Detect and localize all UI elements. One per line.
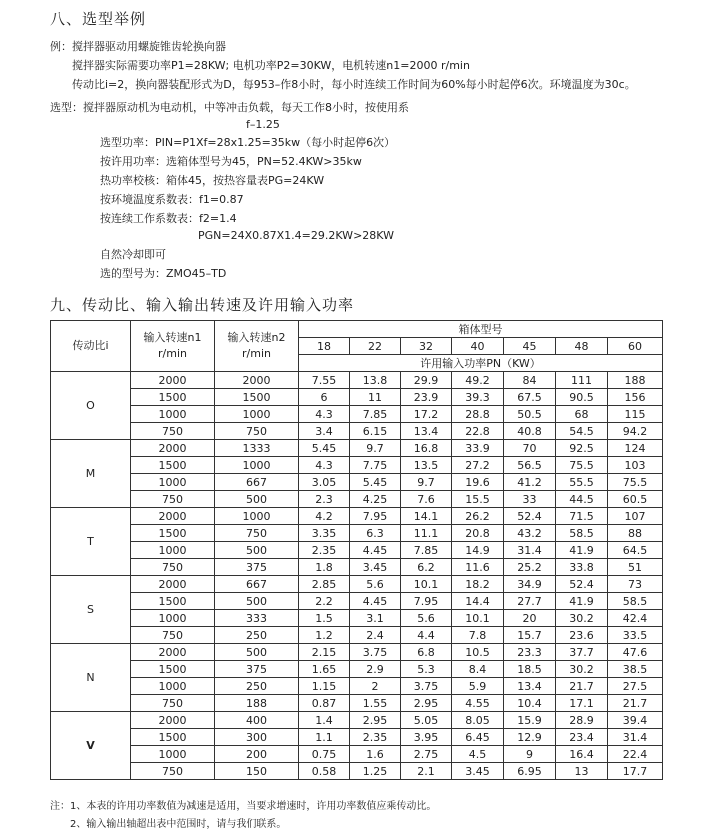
power-cell: 20.8 xyxy=(452,525,504,542)
power-cell: 33 xyxy=(504,491,556,508)
n1-cell: 750 xyxy=(131,763,215,780)
selection-power-line: 选型功率：PIN=P1Xf=28x1.25=35kw（每小时起停6次） xyxy=(100,136,396,149)
size-40: 40 xyxy=(452,338,504,355)
power-cell: 14.1 xyxy=(401,508,452,525)
power-cell: 54.5 xyxy=(556,423,608,440)
power-cell: 92.5 xyxy=(556,440,608,457)
n1-cell: 750 xyxy=(131,491,215,508)
power-cell: 71.5 xyxy=(556,508,608,525)
power-cell: 22.8 xyxy=(452,423,504,440)
table-row xyxy=(51,372,663,389)
power-cell: 3.1 xyxy=(350,610,401,627)
power-cell: 5.05 xyxy=(401,712,452,729)
power-cell: 70 xyxy=(504,440,556,457)
power-cell: 7.8 xyxy=(452,627,504,644)
ratio-cell: T xyxy=(51,508,131,576)
power-cell: 2.95 xyxy=(350,712,401,729)
n2-cell: 500 xyxy=(215,644,299,661)
power-cell: 39.4 xyxy=(608,712,663,729)
power-cell: 3.75 xyxy=(350,644,401,661)
power-cell: 2.75 xyxy=(401,746,452,763)
n1-cell: 2000 xyxy=(131,440,215,457)
n1-cell: 2000 xyxy=(131,644,215,661)
power-cell: 34.9 xyxy=(504,576,556,593)
power-cell: 23.9 xyxy=(401,389,452,406)
pgn-line: PGN=24X0.87X1.4=29.2KW>28KW xyxy=(198,229,394,242)
power-cell: 3.95 xyxy=(401,729,452,746)
power-cell: 5.3 xyxy=(401,661,452,678)
power-cell: 7.55 xyxy=(299,372,350,389)
size-22: 22 xyxy=(350,338,401,355)
power-cell: 7.85 xyxy=(401,542,452,559)
power-cell: 13.4 xyxy=(401,423,452,440)
power-cell: 17.2 xyxy=(401,406,452,423)
table-row xyxy=(51,423,663,440)
n1-cell: 1500 xyxy=(131,593,215,610)
power-cell: 6.95 xyxy=(504,763,556,780)
power-cell: 115 xyxy=(608,406,663,423)
power-cell: 42.4 xyxy=(608,610,663,627)
power-cell: 107 xyxy=(608,508,663,525)
table-row xyxy=(51,457,663,474)
power-cell: 75.5 xyxy=(608,474,663,491)
power-cell: 21.7 xyxy=(556,678,608,695)
power-cell: 44.5 xyxy=(556,491,608,508)
power-cell: 15.7 xyxy=(504,627,556,644)
power-cell: 6.2 xyxy=(401,559,452,576)
power-cell: 9.7 xyxy=(350,440,401,457)
power-cell: 2.9 xyxy=(350,661,401,678)
result-line: 选的型号为：ZMO45–TD xyxy=(100,267,227,280)
power-cell: 30.2 xyxy=(556,610,608,627)
n2-cell: 500 xyxy=(215,593,299,610)
power-cell: 25.2 xyxy=(504,559,556,576)
n1-cell: 1500 xyxy=(131,661,215,678)
n1-cell: 750 xyxy=(131,627,215,644)
power-cell: 94.2 xyxy=(608,423,663,440)
power-cell: 22.4 xyxy=(608,746,663,763)
power-cell: 3.05 xyxy=(299,474,350,491)
power-cell: 2.2 xyxy=(299,593,350,610)
n1-cell: 1000 xyxy=(131,610,215,627)
power-cell: 39.3 xyxy=(452,389,504,406)
power-cell: 41.9 xyxy=(556,542,608,559)
power-cell: 15.9 xyxy=(504,712,556,729)
n1-cell: 2000 xyxy=(131,576,215,593)
table-row xyxy=(51,542,663,559)
section-9-title: 九、传动比、输入输出转速及许用输入功率 xyxy=(50,296,355,314)
example-line-1: 搅拌器实际需要功率P1=28KW; 电机功率P2=30KW，电机转速n1=2000 r/min xyxy=(72,59,470,72)
power-cell: 27.7 xyxy=(504,593,556,610)
table-row xyxy=(51,491,663,508)
power-cell: 29.9 xyxy=(401,372,452,389)
power-cell: 50.5 xyxy=(504,406,556,423)
power-cell: 4.4 xyxy=(401,627,452,644)
n2-cell: 200 xyxy=(215,746,299,763)
power-cell: 6 xyxy=(299,389,350,406)
power-cell: 14.4 xyxy=(452,593,504,610)
n1-cell: 2000 xyxy=(131,712,215,729)
size-60: 60 xyxy=(608,338,663,355)
table-row xyxy=(51,729,663,746)
factor-line: f–1.25 xyxy=(246,118,280,131)
n2-cell: 188 xyxy=(215,695,299,712)
power-cell: 31.4 xyxy=(504,542,556,559)
n2-cell: 500 xyxy=(215,542,299,559)
power-cell: 23.6 xyxy=(556,627,608,644)
n1-cell: 2000 xyxy=(131,508,215,525)
n2-cell: 400 xyxy=(215,712,299,729)
n1-cell: 1000 xyxy=(131,746,215,763)
power-cell: 20 xyxy=(504,610,556,627)
power-cell: 16.8 xyxy=(401,440,452,457)
power-cell: 11.1 xyxy=(401,525,452,542)
power-cell: 27.2 xyxy=(452,457,504,474)
n2-cell: 667 xyxy=(215,474,299,491)
table-row xyxy=(51,661,663,678)
power-cell: 103 xyxy=(608,457,663,474)
size-18: 18 xyxy=(299,338,350,355)
table-row xyxy=(51,406,663,423)
power-cell: 5.6 xyxy=(350,576,401,593)
ratio-cell: N xyxy=(51,644,131,712)
size-45: 45 xyxy=(504,338,556,355)
power-cell: 30.2 xyxy=(556,661,608,678)
power-cell: 1.15 xyxy=(299,678,350,695)
power-cell: 6.45 xyxy=(452,729,504,746)
power-cell: 17.7 xyxy=(608,763,663,780)
n2-cell: 333 xyxy=(215,610,299,627)
power-cell: 2.35 xyxy=(350,729,401,746)
power-cell: 17.1 xyxy=(556,695,608,712)
power-cell: 8.05 xyxy=(452,712,504,729)
power-cell: 4.3 xyxy=(299,457,350,474)
power-cell: 18.5 xyxy=(504,661,556,678)
power-cell: 6.8 xyxy=(401,644,452,661)
power-cell: 10.1 xyxy=(452,610,504,627)
ratio-cell: S xyxy=(51,576,131,644)
n1-cell: 2000 xyxy=(131,372,215,389)
n1-cell: 1500 xyxy=(131,729,215,746)
power-cell: 13.5 xyxy=(401,457,452,474)
power-cell: 1.25 xyxy=(350,763,401,780)
power-cell: 4.3 xyxy=(299,406,350,423)
power-cell: 7.95 xyxy=(350,508,401,525)
power-cell: 3.45 xyxy=(452,763,504,780)
power-cell: 9 xyxy=(504,746,556,763)
power-cell: 84 xyxy=(504,372,556,389)
power-cell: 10.1 xyxy=(401,576,452,593)
power-cell: 37.7 xyxy=(556,644,608,661)
power-cell: 5.9 xyxy=(452,678,504,695)
power-cell: 3.75 xyxy=(401,678,452,695)
power-cell: 43.2 xyxy=(504,525,556,542)
n1-cell: 1000 xyxy=(131,474,215,491)
n1-header: 输入转速n1 r/min xyxy=(131,321,215,372)
power-cell: 11.6 xyxy=(452,559,504,576)
power-cell: 23.4 xyxy=(556,729,608,746)
note-1: 注：1、本表的许用功率数值为减速是适用，当要求增速时，许用功率数值应乘传动比。 xyxy=(50,801,437,812)
table-row xyxy=(51,712,663,729)
table-row xyxy=(51,525,663,542)
power-cell: 2.95 xyxy=(401,695,452,712)
power-cell: 38.5 xyxy=(608,661,663,678)
power-cell: 3.4 xyxy=(299,423,350,440)
power-cell: 111 xyxy=(556,372,608,389)
power-cell: 6.3 xyxy=(350,525,401,542)
power-cell: 3.35 xyxy=(299,525,350,542)
table-row xyxy=(51,508,663,525)
power-cell: 52.4 xyxy=(504,508,556,525)
heat-line: 热功率校核：箱体45，按热容量表PG=24KW xyxy=(100,174,325,187)
power-cell: 5.6 xyxy=(401,610,452,627)
power-cell: 56.5 xyxy=(504,457,556,474)
power-cell: 58.5 xyxy=(608,593,663,610)
table-row xyxy=(51,644,663,661)
power-cell: 49.2 xyxy=(452,372,504,389)
power-cell: 13.8 xyxy=(350,372,401,389)
table-row xyxy=(51,627,663,644)
power-cell: 67.5 xyxy=(504,389,556,406)
power-cell: 7.6 xyxy=(401,491,452,508)
table-row xyxy=(51,474,663,491)
power-cell: 4.5 xyxy=(452,746,504,763)
power-cell: 23.3 xyxy=(504,644,556,661)
example-label: 例：搅拌器驱动用螺旋锥齿轮换向器 xyxy=(50,40,226,53)
power-cell: 13.4 xyxy=(504,678,556,695)
power-cell: 2.85 xyxy=(299,576,350,593)
n1-cell: 1500 xyxy=(131,389,215,406)
power-cell: 0.75 xyxy=(299,746,350,763)
n1-cell: 1500 xyxy=(131,525,215,542)
power-cell: 31.4 xyxy=(608,729,663,746)
power-cell: 58.5 xyxy=(556,525,608,542)
power-cell: 28.8 xyxy=(452,406,504,423)
power-cell: 1.4 xyxy=(299,712,350,729)
example-line-2: 传动比i=2，换向器装配形式为D，每953–作8小时，每小时连续工作时间为60%每小时起停6次。环境温度为30c。 xyxy=(72,78,636,91)
power-cell: 3.45 xyxy=(350,559,401,576)
power-cell: 55.5 xyxy=(556,474,608,491)
n2-cell: 667 xyxy=(215,576,299,593)
section-8-title: 八、选型举例 xyxy=(50,10,147,28)
n2-cell: 750 xyxy=(215,423,299,440)
power-cell: 27.5 xyxy=(608,678,663,695)
n2-cell: 1333 xyxy=(215,440,299,457)
power-cell: 33.8 xyxy=(556,559,608,576)
power-cell: 52.4 xyxy=(556,576,608,593)
n1-cell: 750 xyxy=(131,423,215,440)
model-line: 按许用功率：选箱体型号为45，PN=52.4KW>35kw xyxy=(100,155,362,168)
power-cell: 51 xyxy=(608,559,663,576)
power-cell: 88 xyxy=(608,525,663,542)
n2-cell: 1500 xyxy=(215,389,299,406)
power-cell: 0.58 xyxy=(299,763,350,780)
n1-cell: 1500 xyxy=(131,457,215,474)
f1-line: 按环境温度系数表：f1=0.87 xyxy=(100,193,244,206)
power-cell: 2.15 xyxy=(299,644,350,661)
power-cell: 73 xyxy=(608,576,663,593)
ratio-cell: O xyxy=(51,372,131,440)
power-cell: 90.5 xyxy=(556,389,608,406)
power-cell: 21.7 xyxy=(608,695,663,712)
power-cell: 1.55 xyxy=(350,695,401,712)
power-cell: 75.5 xyxy=(556,457,608,474)
power-cell: 156 xyxy=(608,389,663,406)
power-cell: 12.9 xyxy=(504,729,556,746)
n2-cell: 750 xyxy=(215,525,299,542)
power-cell: 1.1 xyxy=(299,729,350,746)
power-cell: 188 xyxy=(608,372,663,389)
n2-cell: 250 xyxy=(215,627,299,644)
ratio-header: 传动比i xyxy=(51,321,131,372)
power-cell: 7.95 xyxy=(401,593,452,610)
ratio-power-table xyxy=(50,320,663,780)
power-cell: 10.5 xyxy=(452,644,504,661)
power-cell: 2.4 xyxy=(350,627,401,644)
table-row xyxy=(51,695,663,712)
power-cell: 47.6 xyxy=(608,644,663,661)
power-cell: 26.2 xyxy=(452,508,504,525)
n2-cell: 375 xyxy=(215,661,299,678)
power-cell: 6.15 xyxy=(350,423,401,440)
select-line: 选型：搅拌器原动机为电动机，中等冲击负载，每天工作8小时，按使用系 xyxy=(50,101,409,114)
power-cell: 4.45 xyxy=(350,593,401,610)
table-row xyxy=(51,559,663,576)
table-row xyxy=(51,389,663,406)
power-cell: 9.7 xyxy=(401,474,452,491)
n2-cell: 300 xyxy=(215,729,299,746)
power-cell: 13 xyxy=(556,763,608,780)
n1-cell: 750 xyxy=(131,695,215,712)
power-cell: 2.35 xyxy=(299,542,350,559)
power-cell: 10.4 xyxy=(504,695,556,712)
box-size-header: 箱体型号 xyxy=(299,321,663,338)
ratio-cell: M xyxy=(51,440,131,508)
n2-cell: 250 xyxy=(215,678,299,695)
power-cell: 40.8 xyxy=(504,423,556,440)
table-row xyxy=(51,763,663,780)
table-row xyxy=(51,593,663,610)
power-cell: 1.8 xyxy=(299,559,350,576)
power-cell: 11 xyxy=(350,389,401,406)
power-cell: 28.9 xyxy=(556,712,608,729)
n2-header: 输入转速n2 r/min xyxy=(215,321,299,372)
size-32: 32 xyxy=(401,338,452,355)
power-cell: 14.9 xyxy=(452,542,504,559)
n2-cell: 375 xyxy=(215,559,299,576)
power-cell: 2.3 xyxy=(299,491,350,508)
power-header: 许用输入功率PN（KW） xyxy=(299,355,663,372)
note-2: 2、输入输出轴超出表中范围时，请与我们联系。 xyxy=(70,819,287,830)
cooling-line: 自然冷却即可 xyxy=(100,248,166,261)
n1-cell: 1000 xyxy=(131,406,215,423)
table-row xyxy=(51,746,663,763)
power-cell: 33.5 xyxy=(608,627,663,644)
n2-cell: 500 xyxy=(215,491,299,508)
power-cell: 4.25 xyxy=(350,491,401,508)
power-cell: 0.87 xyxy=(299,695,350,712)
table-row xyxy=(51,440,663,457)
power-cell: 33.9 xyxy=(452,440,504,457)
power-cell: 16.4 xyxy=(556,746,608,763)
n2-cell: 1000 xyxy=(215,406,299,423)
n2-cell: 1000 xyxy=(215,508,299,525)
table-row xyxy=(51,678,663,695)
power-cell: 7.85 xyxy=(350,406,401,423)
power-cell: 7.75 xyxy=(350,457,401,474)
ratio-cell: V xyxy=(51,712,131,780)
size-48: 48 xyxy=(556,338,608,355)
power-cell: 1.5 xyxy=(299,610,350,627)
f2-line: 按连续工作系数表：f2=1.4 xyxy=(100,212,237,225)
n2-cell: 150 xyxy=(215,763,299,780)
n1-cell: 750 xyxy=(131,559,215,576)
power-cell: 1.2 xyxy=(299,627,350,644)
power-cell: 2.1 xyxy=(401,763,452,780)
power-cell: 18.2 xyxy=(452,576,504,593)
power-cell: 1.65 xyxy=(299,661,350,678)
power-cell: 4.55 xyxy=(452,695,504,712)
power-cell: 68 xyxy=(556,406,608,423)
power-cell: 1.6 xyxy=(350,746,401,763)
power-cell: 60.5 xyxy=(608,491,663,508)
n1-cell: 1000 xyxy=(131,678,215,695)
power-cell: 41.9 xyxy=(556,593,608,610)
power-cell: 64.5 xyxy=(608,542,663,559)
power-cell: 8.4 xyxy=(452,661,504,678)
power-cell: 5.45 xyxy=(350,474,401,491)
power-cell: 124 xyxy=(608,440,663,457)
power-cell: 19.6 xyxy=(452,474,504,491)
power-cell: 4.45 xyxy=(350,542,401,559)
power-cell: 15.5 xyxy=(452,491,504,508)
power-cell: 4.2 xyxy=(299,508,350,525)
n1-cell: 1000 xyxy=(131,542,215,559)
power-cell: 5.45 xyxy=(299,440,350,457)
power-cell: 41.2 xyxy=(504,474,556,491)
table-row xyxy=(51,576,663,593)
n2-cell: 2000 xyxy=(215,372,299,389)
table-row xyxy=(51,610,663,627)
power-cell: 2 xyxy=(350,678,401,695)
n2-cell: 1000 xyxy=(215,457,299,474)
